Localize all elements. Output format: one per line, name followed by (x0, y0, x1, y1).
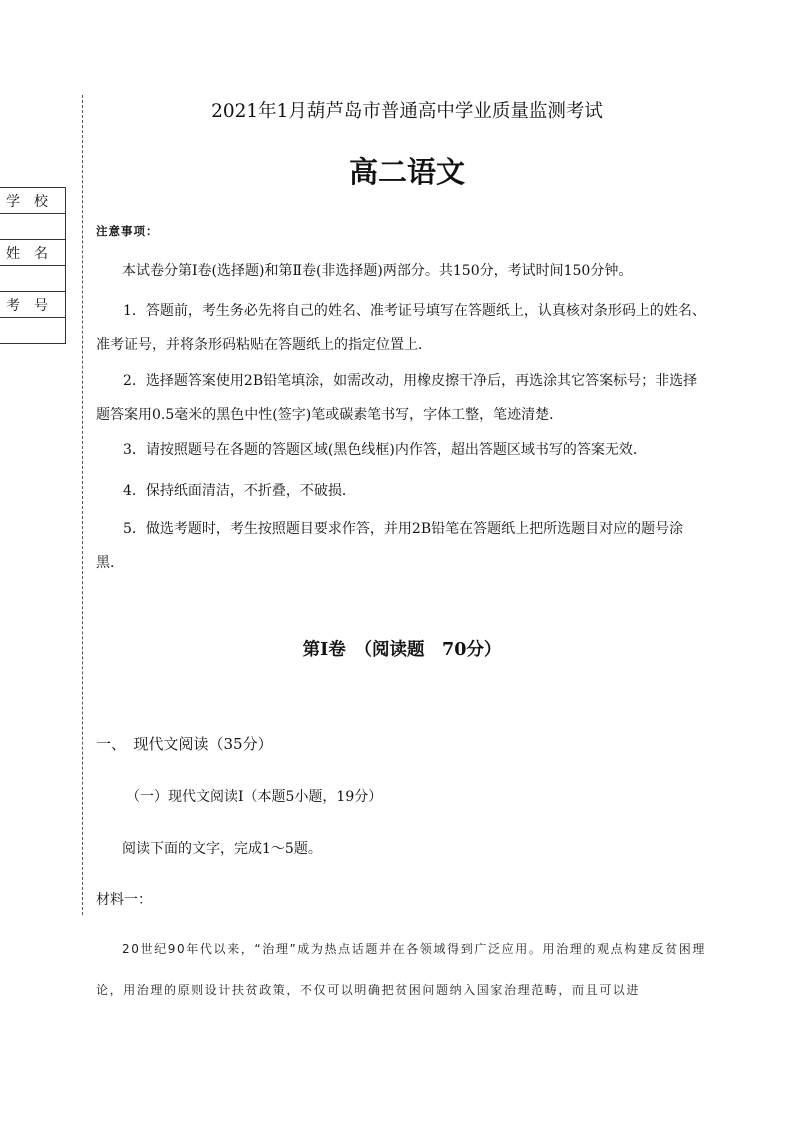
notice-item-1: 1．答题前，考生务必先将自己的姓名、准考证号填写在答题纸上，认真核对条形码上的姓名、准考证号，并将条形码粘贴在答题纸上的指定位置上． (96, 303, 706, 353)
exam-title: 2021年1月葫芦岛市普通高中学业质量监测考试 (211, 101, 603, 122)
section-title: 第Ⅰ卷 （阅读题 70分） (302, 640, 502, 660)
exam-number-label: 考号 (0, 292, 66, 318)
name-label: 姓名 (0, 240, 66, 266)
notice-item-3: 3．请按照题号在各题的答题区域(黑色线框)内作答，超出答题区域书写的答案无效． (123, 442, 647, 458)
reading-instruction: 阅读下面的文字，完成1～5题。 (122, 841, 322, 857)
name-field[interactable] (0, 266, 66, 292)
exam-number-field[interactable] (0, 318, 66, 344)
material-body-text: 20世纪90年代以来，“治理”成为热点话题并在各领域得到广泛应用。用治理的观点构建反贫困理论，用治理的原则设计扶贫政策，不仅可以明确把贫困问题纳入国家治理范畴，而且可以进 (96, 942, 706, 997)
notice-heading: 注意事项： (96, 224, 159, 238)
part-heading: 一、 现代文阅读（35分） (96, 735, 273, 753)
binding-dashed-line (82, 95, 83, 915)
notice-intro: 本试卷分第Ⅰ卷(选择题)和第Ⅱ卷(非选择题)两部分。共150分，考试时间150分钟。 (122, 263, 633, 279)
material-label: 材料一： (96, 892, 152, 908)
notice-item-2: 2．选择题答案使用2B铅笔填涂，如需改动，用橡皮擦干净后，再选涂其它答案标号；非选择题答案用0.5毫米的黑色中性(签字)笔或碳素笔书写，字体工整，笔迹清楚． (96, 373, 698, 423)
school-label: 学校 (0, 188, 66, 214)
school-field[interactable] (0, 214, 66, 240)
notice-item-4: 4．保持纸面清洁，不折叠，不破损． (123, 483, 356, 499)
notice-item-5: 5．做选考题时，考生按照题目要求作答，并用2B铅笔在答题纸上把所选题目对应的题号涂黑． (96, 521, 684, 571)
subject-title: 高二语文 (348, 155, 465, 189)
sub-heading: （一）现代文阅读Ⅰ（本题5小题，19分） (126, 789, 383, 805)
student-info-box (0, 187, 66, 344)
